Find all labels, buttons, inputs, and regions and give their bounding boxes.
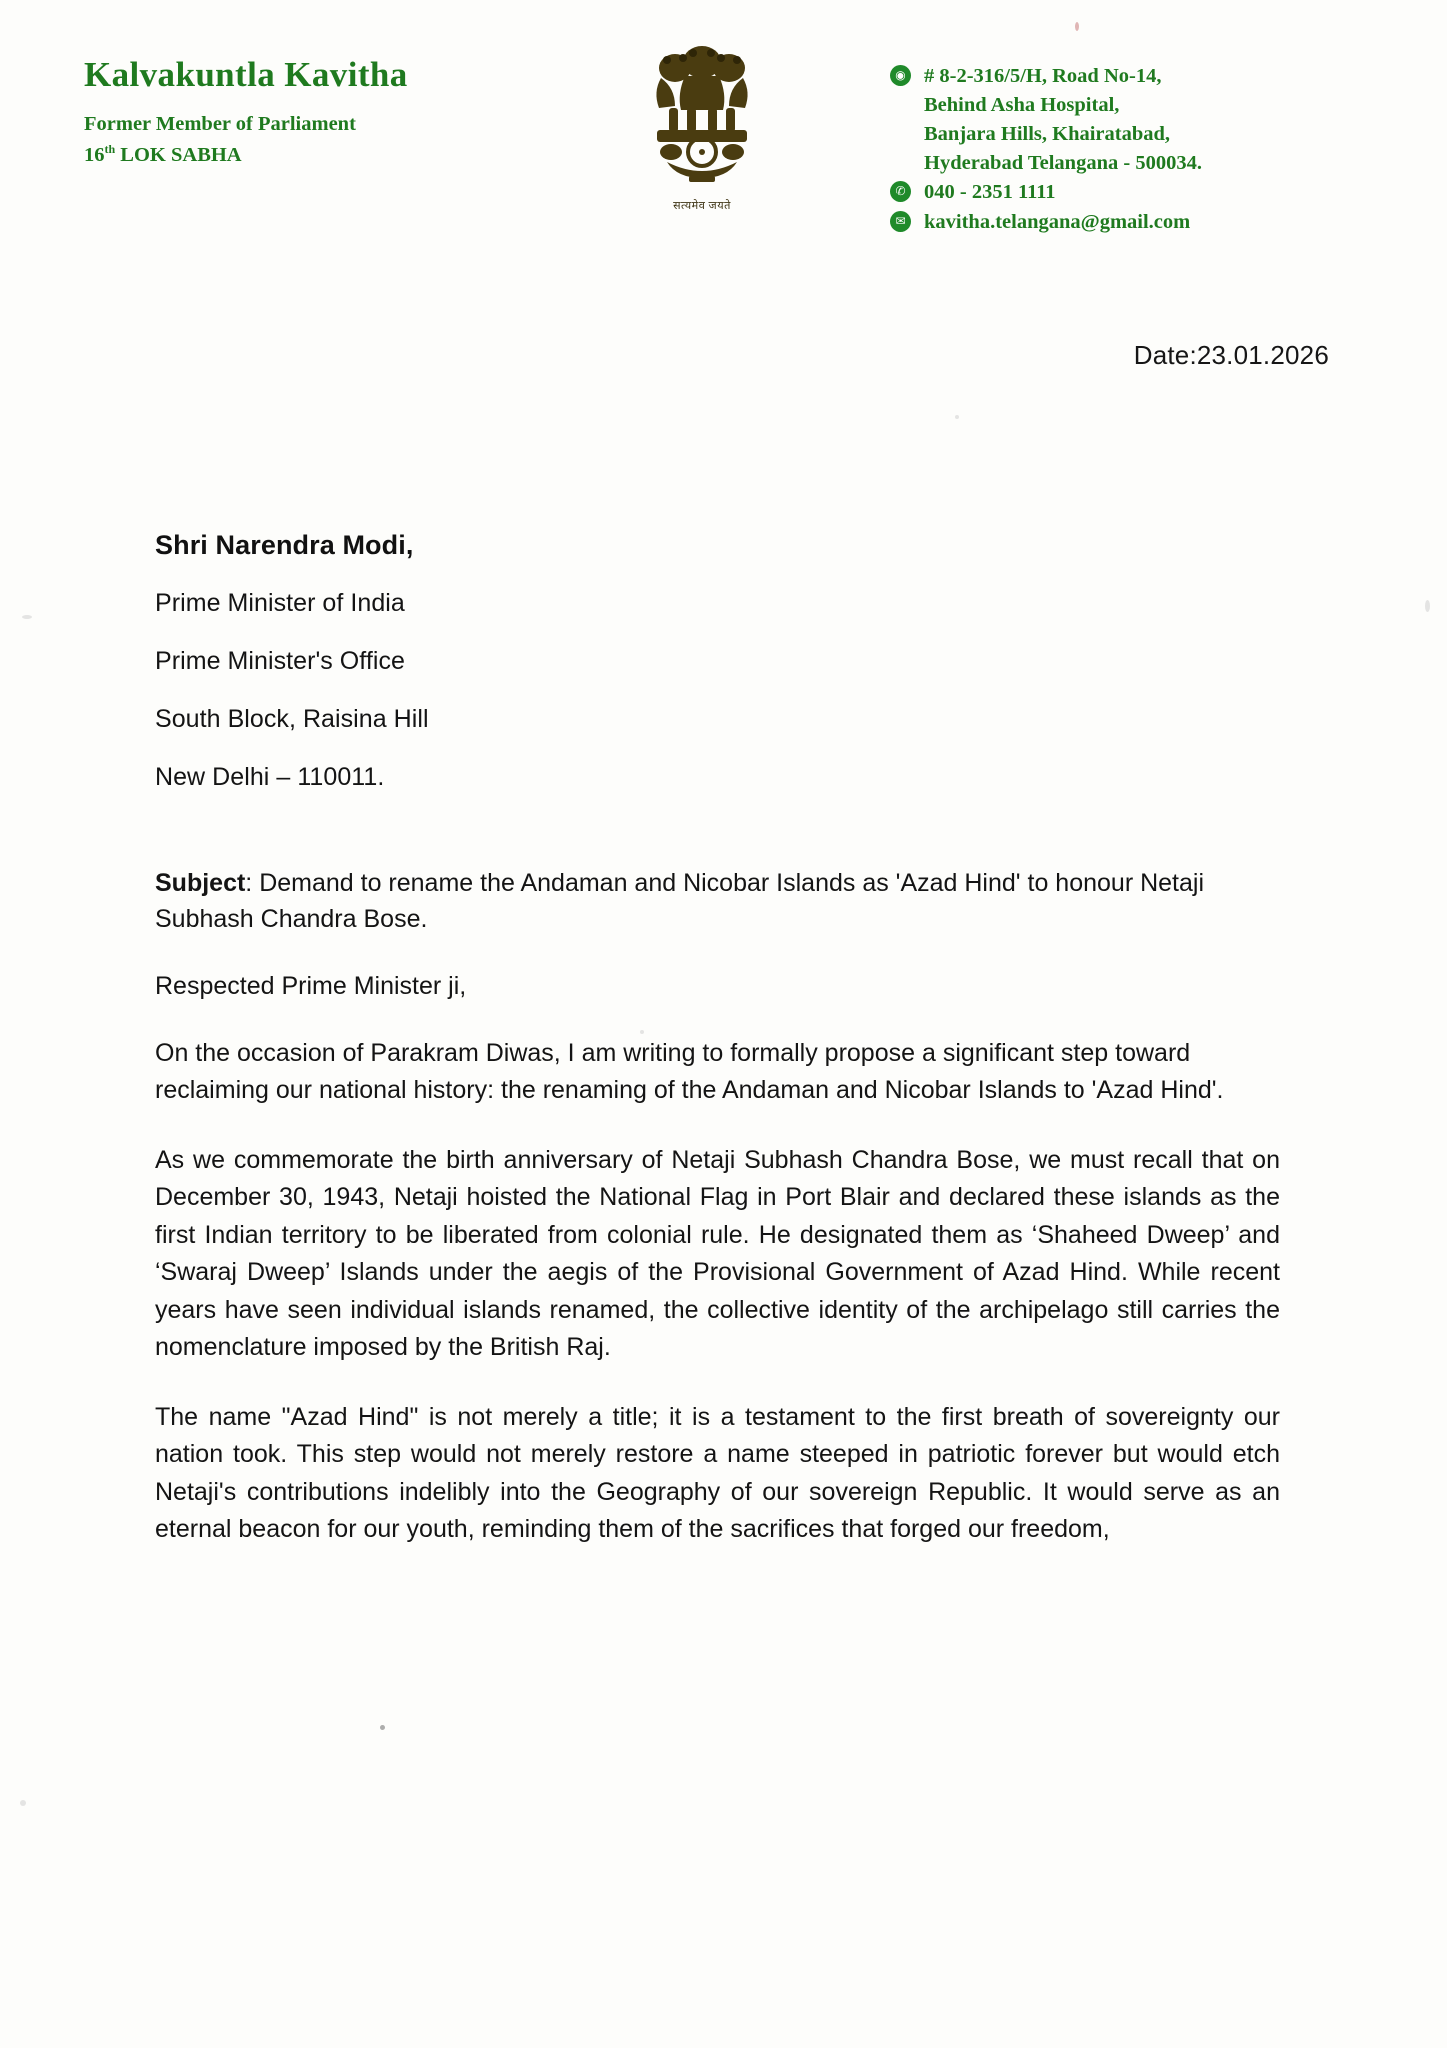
national-emblem bbox=[612, 42, 792, 213]
scan-speck bbox=[1425, 600, 1430, 612]
salutation: Respected Prime Minister ji, bbox=[155, 971, 467, 1000]
subject-label: Subject bbox=[155, 869, 246, 897]
address-line-1 bbox=[890, 62, 1370, 91]
addressee-name: Shri Narendra Modi, bbox=[155, 530, 414, 560]
phone-icon: ✆ bbox=[890, 181, 911, 202]
letter-date: Date:23.01.2026 bbox=[1133, 340, 1329, 370]
subject-line bbox=[155, 865, 1280, 938]
paragraph-1: On the occasion of Parakram Diwas, I am writing to formally propose a significant step toward reclaiming our national history: the renaming of the Andaman and Nicobar Islands to 'Azad Hind'. bbox=[155, 1038, 1224, 1104]
addressee-line-1: Prime Minister of India bbox=[155, 589, 405, 617]
location-pin-icon: ◉ bbox=[890, 65, 911, 86]
scan-speck bbox=[20, 1800, 26, 1806]
house-label: LOK SABHA bbox=[115, 144, 242, 167]
letterhead bbox=[0, 0, 1447, 275]
addressee-line-2: Prime Minister's Office bbox=[155, 647, 405, 675]
address-text-1: # 8-2-316/5/H, Road No-14, bbox=[924, 65, 1162, 87]
scan-speck bbox=[1075, 22, 1079, 31]
scan-speck bbox=[380, 1725, 385, 1730]
phone-text: 040 - 2351 1111 bbox=[924, 181, 1056, 204]
paragraph-3: The name "Azad Hind" is not merely a title; it is a testament to the first breath of sovereignty our nation took. This step would not merely restore a name steeped in patriotic forever but would etch Netaji's contributions indelibly into the Geography of our sovereign Republic. It would serve as an eternal beacon for our youth, reminding them of the sacrifices that forged our freedom, bbox=[155, 1402, 1280, 1543]
address-line-4: Hyderabad Telangana - 500034. bbox=[924, 152, 1202, 175]
address-line-3: Banjara Hills, Khairatabad, bbox=[924, 123, 1171, 146]
emblem-motto: सत्यमेव जयते bbox=[673, 200, 731, 212]
letterhead-identity bbox=[84, 56, 604, 172]
letterhead-contact bbox=[890, 62, 1370, 237]
sender-designation: Former Member of Parliament bbox=[84, 112, 356, 135]
email-line[interactable] bbox=[890, 208, 1370, 237]
address-line-2: Behind Asha Hospital, bbox=[924, 94, 1120, 117]
house-number: 16 bbox=[84, 144, 105, 167]
addressee-line-3: South Block, Raisina Hill bbox=[155, 705, 429, 733]
scan-speck bbox=[640, 1030, 644, 1034]
sender-house bbox=[84, 140, 604, 172]
house-ordinal-suffix: th bbox=[104, 142, 116, 157]
sender-name: Kalvakuntla Kavitha bbox=[84, 55, 408, 94]
email-text[interactable]: kavitha.telangana@gmail.com bbox=[924, 210, 1191, 233]
paragraph-2: As we commemorate the birth anniversary of Netaji Subhash Chandra Bose, we must recall that on December 30, 1943, Netaji hoisted the National Flag in Port Blair and declared these islands as the first Indian territory to be liberated from colonial rule. He designated them as ‘Shaheed Dweep’ and ‘Swaraj Dweep’ Islands under the aegis of the Provisional Government of Azad Hind. While recent years have seen individual islands renamed, the collective identity of the archipelago still carries the nomenclature imposed by the British Raj. bbox=[155, 1145, 1280, 1361]
phone-line bbox=[890, 178, 1370, 207]
letter-body bbox=[155, 530, 1280, 1581]
scan-speck bbox=[955, 415, 959, 419]
scan-speck bbox=[22, 615, 32, 619]
subject-text: : Demand to rename the Andaman and Nicobar Islands as 'Azad Hind' to honour Netaji Subhash Chandra Bose. bbox=[155, 869, 1205, 934]
ashoka-emblem-icon bbox=[627, 42, 777, 197]
addressee-line-4: New Delhi – 110011. bbox=[155, 763, 385, 791]
envelope-icon: ✉ bbox=[890, 211, 911, 232]
